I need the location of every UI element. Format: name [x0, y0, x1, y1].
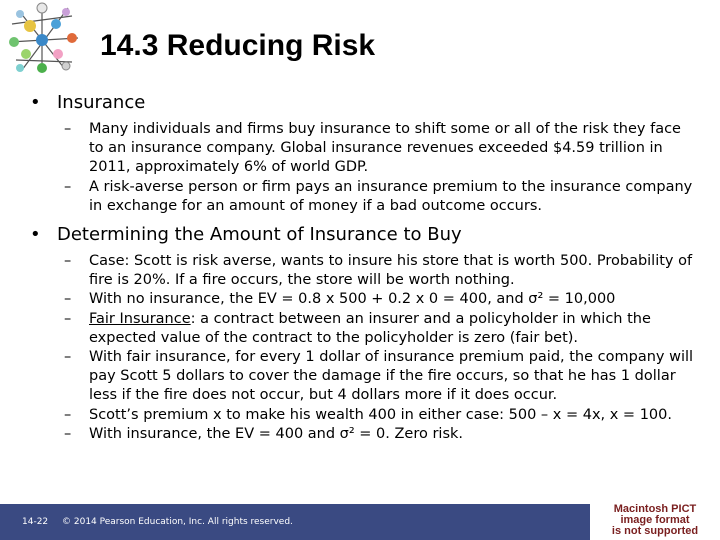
- bullet-text: Determining the Amount of Insurance to Buy: [57, 224, 462, 246]
- pict-line: Macintosh PICT: [613, 504, 697, 515]
- copyright-text: © 2014 Pearson Education, Inc. All rights reserved.: [62, 517, 293, 527]
- pict-placeholder-image: [590, 504, 720, 540]
- pict-line: image format: [620, 514, 690, 526]
- bullet-insurance: [30, 92, 695, 114]
- footer-bar: [0, 504, 590, 540]
- bullet-dot: •: [30, 224, 41, 246]
- bullet-dot: •: [30, 92, 41, 113]
- sub-item: – Many individuals and firms buy insurance to shift some or all of the risk they face to an insurance company. Global insurance revenues exceeded $4.59 trillion in 2011, approximately 6% of world GDP.: [64, 121, 681, 176]
- sub-item-fair-insurance: – Fair Insurance: a contract between an insurer and a policyholder in which the expected value of the contract to the policyholder is zero (fair bet).: [64, 310, 651, 346]
- slide-title: 14.3 Reducing Risk: [100, 29, 376, 62]
- slide-number: 14-22: [22, 517, 49, 527]
- slide-body: [30, 92, 695, 452]
- sub-item: – With fair insurance, for every 1 dollar of insurance premium paid, the company will pay Scott 5 dollars to cover the damage if the fire occurs, so that he has 1 dollar less if the fire does not occur, but 4 dollars more if it does occur.: [64, 349, 694, 404]
- sub-list-amount: [64, 252, 695, 444]
- molecule-logo-icon: [2, 2, 88, 76]
- sub-item: – A risk-averse person or firm pays an insurance premium to the insurance company in exchange for an amount of money if a bad outcome occurs.: [64, 178, 693, 214]
- sub-item: – Scott’s premium x to make his wealth 400 in either case: 500 – x = 4x, x = 100.: [64, 406, 672, 423]
- bullet-text: Insurance: [57, 92, 146, 113]
- pict-line: is not supported: [611, 525, 699, 537]
- fair-insurance-term: Fair Insurance: [89, 310, 191, 327]
- sub-item: – Case: Scott is risk averse, wants to insure his store that is worth 500. Probability of fire is 20%. If a fire occurs, the store will be worth nothing.: [64, 253, 693, 289]
- bullet-amount-of-insurance: [30, 224, 695, 246]
- sub-list-insurance: [64, 120, 695, 216]
- sub-item: – With no insurance, the EV = 0.8 x 500 + 0.2 x 0 = 400, and σ² = 10,000: [64, 291, 616, 308]
- sub-item: – With insurance, the EV = 400 and σ² = 0. Zero risk.: [64, 425, 464, 442]
